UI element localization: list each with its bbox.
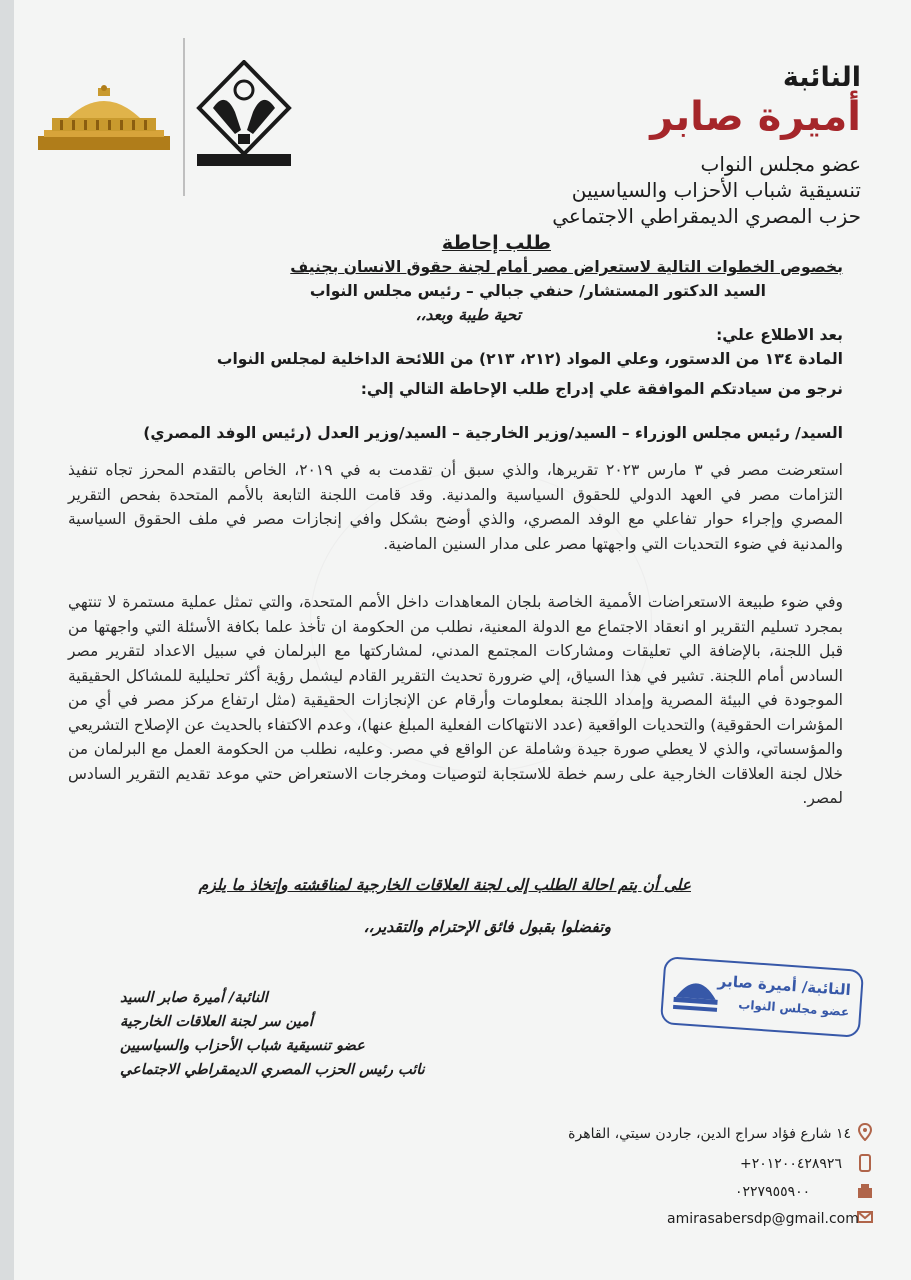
referral-line: على أن يتم احالة الطلب إلى لجنة العلاقات الخارجية لمناقشته وإتخاذ ما يلزم: [198, 876, 691, 894]
signature-role-2: عضو تنسيقية شباب الأحزاب والسياسيين: [120, 1038, 365, 1054]
body-paragraph-1: استعرضت مصر في ٣ مارس ٢٠٢٣ تقريرها، والذي سبق أن تقدمت به في ٢٠١٩، الخاص بالتقدم المحرز تجاه تنفيذ التزامات مصر في العهد الدولي للحقوق السياسية والمدنية. وقد قامت اللجنة التابعة بالأمم المتحدة بفحص التقرير المصري وإجراء حوار تفاعلي مع الوفد المصري، والذي أوضح بشكل وافي إنجازات مصر في ملف الحقوق السياسية والمدنية في ضوء التحديات التي واجهتها مصر على مدار السنين الماضية.: [68, 461, 843, 553]
after-review: بعد الاطلاع علي:: [716, 326, 843, 344]
closing-line: وتفضلوا بقبول فائق الإحترام والتقدير،،: [363, 918, 611, 936]
header-divider: [183, 38, 185, 196]
location-icon: [857, 1123, 873, 1139]
contact-address: ١٤ شارع فؤاد سراج الدين، جاردن سيتي، القاهرة: [568, 1126, 851, 1142]
phone-icon: [857, 1183, 873, 1199]
signature-name: النائبة/ أميرة صابر السيد: [120, 990, 268, 1006]
signature-role-3: نائب رئيس الحزب المصري الديمقراطي الاجتماعي: [120, 1062, 425, 1078]
header-line-1: عضو مجلس النواب: [700, 152, 861, 176]
header-title: النائبة: [782, 62, 861, 93]
email-icon: [857, 1211, 873, 1227]
body-paragraph-2: وفي ضوء طبيعة الاستعراضات الأممية الخاصة بلجان المعاهدات داخل الأمم المتحدة، والتي تمثل عملية مستمرة لا تنتهي بمجرد تسليم التقرير او انعقاد الاجتماع مع الدولة المعنية، نطلب من الحكومة ان تأخذ علما بكافة الأسئلة التي واجهتها من قبل اللجنة، بالإضافة الي تعليقات ومشاركات المجتمع المدني، لمشاركتها مع البرلمان في سبيل الاعداد لتقرير مصر السادس أمام اللجنة. تشير في هذا السياق، إلي ضرورة تحديث التقرير القادم ليشمل رؤية أكثر تحليلية للمشاكل الحقيقية الموجودة في البيئة المصرية وإمداد اللجنة بمعلومات وأرقام عن الإنجازات الحقيقية (مثل ارتفاع مركز مصر في أي من المؤشرات الحقوقية) والتحديات الواقعية (عدد الانتهاكات الفعلية المبلغ عنها)، وعدم الاكتفاء بالحديث عن الإصلاح التشريعي والمؤسساتي، والذي لا يعطي صورة جيدة وشاملة عن الواقع في مصر. وعليه، نطلب من الحكومة العمل مع البرلمان من خلال لجنة العلاقات الخارجية على رسم خطة للاستجابة لتوصيات ومخرجات الاستعراض حتي موعد تقديم التقرير السادس لمصر.: [68, 593, 843, 807]
request-title: طلب إحاطة: [441, 232, 551, 254]
official-stamp: [660, 956, 864, 1038]
signature-role-1: أمين سر لجنة العلاقات الخارجية: [120, 1014, 313, 1030]
stamp-line-1: النائبة/ أميرة صابر: [717, 971, 852, 1000]
parliament-dome-logo: [38, 84, 170, 154]
contact-email[interactable]: amirasabersdp@gmail.com: [667, 1211, 859, 1227]
party-logo: [195, 60, 293, 168]
letter-addressee: السيد الدكتور المستشار/ حنفي جبالي – رئيس مجلس النواب: [309, 282, 766, 300]
contact-phone: ٠٢٢٧٩٥٥٩٠٠: [735, 1184, 811, 1200]
stamp-line-2: عضو مجلس النواب: [737, 997, 850, 1020]
mobile-icon: [857, 1154, 873, 1170]
letter-subject: بخصوص الخطوات التالية لاستعراض مصر أمام لجنة حقوق الانسان بجنيف: [290, 258, 843, 276]
contact-mobile: +٢٠١٢٠٠٤٢٨٩٢٦: [740, 1156, 842, 1172]
header-line-2: تنسيقية شباب الأحزاب والسياسيين: [571, 178, 861, 202]
mp-name: أميرة صابر: [650, 94, 861, 140]
stamp-dome-icon: [671, 967, 722, 1016]
request-line: نرجو من سيادتكم الموافقة علي إدراج طلب الإحاطة التالي إلي:: [360, 380, 843, 398]
legal-articles: المادة ١٣٤ من الدستور، وعلي المواد (٢١٢، ٢١٣) من اللائحة الداخلية لمجلس النواب: [216, 350, 843, 368]
recipients-line: السيد/ رئيس مجلس الوزراء – السيد/وزير الخارجية – السيد/وزير العدل (رئيس الوفد المصري): [143, 424, 843, 442]
letter-greeting: تحية طيبة وبعد،،: [415, 306, 521, 324]
header-line-3: حزب المصري الديمقراطي الاجتماعي: [552, 204, 861, 228]
